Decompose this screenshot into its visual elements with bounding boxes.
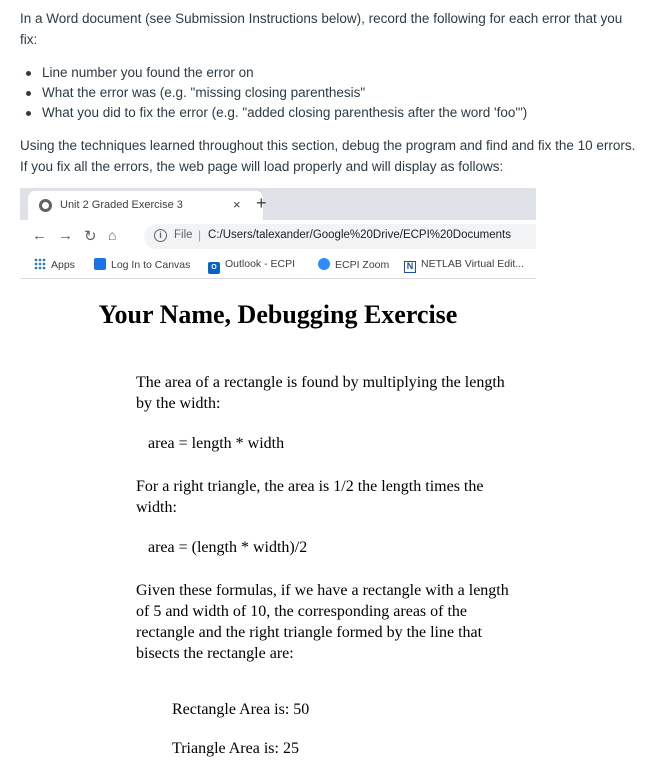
bookmark-apps[interactable]: Apps bbox=[34, 258, 75, 271]
instructions-intro: In a Word document (see Submission Instructions below), record the following for each error that you fix: bbox=[20, 11, 623, 47]
formulas-paragraph: Given these formulas, if we have a rectangle with a length of 5 and width of 10, the corresponding areas of the rectangle and the right triangle formed by the line that bisects the rectangle are: bbox=[136, 582, 509, 662]
close-icon[interactable]: × bbox=[233, 197, 241, 212]
tab-strip bbox=[20, 188, 536, 220]
apps-grid-icon bbox=[34, 258, 46, 270]
outlook-icon: O bbox=[208, 262, 220, 274]
back-arrow-icon[interactable]: ← bbox=[32, 227, 47, 244]
triangle-formula: area = (length * width)/2 bbox=[148, 539, 308, 556]
list-item: Line number you found the error on bbox=[26, 63, 636, 83]
bookmark-outlook[interactable]: O Outlook - ECPI bbox=[208, 258, 295, 274]
canvas-icon bbox=[94, 258, 106, 270]
instructions-list bbox=[26, 63, 636, 123]
forward-arrow-icon[interactable]: → bbox=[58, 227, 73, 244]
home-icon[interactable]: ⌂ bbox=[108, 227, 117, 243]
address-bar[interactable] bbox=[144, 224, 536, 249]
rectangle-paragraph: The area of a rectangle is found by multiplying the length by the width: bbox=[136, 374, 505, 412]
info-icon[interactable]: i bbox=[154, 229, 167, 242]
instructions-paragraph: Using the techniques learned throughout this section, debug the program and find and fix the 10 errors. If you fix all the errors, the web page will load properly and will display as follows: bbox=[20, 138, 636, 174]
reload-icon[interactable]: ↻ bbox=[84, 228, 97, 245]
page-title: Your Name, Debugging Exercise bbox=[98, 300, 458, 329]
rectangle-formula: area = length * width bbox=[148, 435, 285, 452]
url-separator: | bbox=[198, 228, 202, 242]
url-scheme: File bbox=[174, 229, 193, 241]
browser-screenshot bbox=[20, 188, 536, 779]
bookmark-netlab[interactable]: N NETLAB Virtual Edit... bbox=[404, 258, 524, 273]
list-item: What the error was (e.g. "missing closing parenthesis" bbox=[26, 83, 636, 103]
new-tab-button[interactable]: + bbox=[256, 193, 267, 213]
browser-tab[interactable] bbox=[28, 191, 263, 220]
globe-icon bbox=[39, 199, 52, 212]
url-text: C:/Users/talexander/Google%20Drive/ECPI%20Documents bbox=[208, 229, 511, 241]
browser-toolbar bbox=[20, 220, 536, 252]
web-page-content bbox=[20, 280, 536, 779]
bookmarks-bar bbox=[20, 252, 536, 279]
tab-title: Unit 2 Graded Exercise 3 bbox=[60, 199, 183, 211]
rectangle-area-result: Rectangle Area is: 50 bbox=[172, 701, 310, 718]
bookmark-canvas[interactable]: Log In to Canvas bbox=[94, 258, 190, 271]
triangle-paragraph: For a right triangle, the area is 1/2 the length times the width: bbox=[136, 478, 484, 516]
zoom-icon bbox=[318, 258, 330, 270]
netlab-icon: N bbox=[404, 261, 416, 273]
list-item: What you did to fix the error (e.g. "added closing parenthesis after the word 'foo'") bbox=[26, 103, 636, 123]
triangle-area-result: Triangle Area is: 25 bbox=[172, 740, 299, 757]
bookmark-zoom[interactable]: ECPI Zoom bbox=[318, 258, 389, 271]
